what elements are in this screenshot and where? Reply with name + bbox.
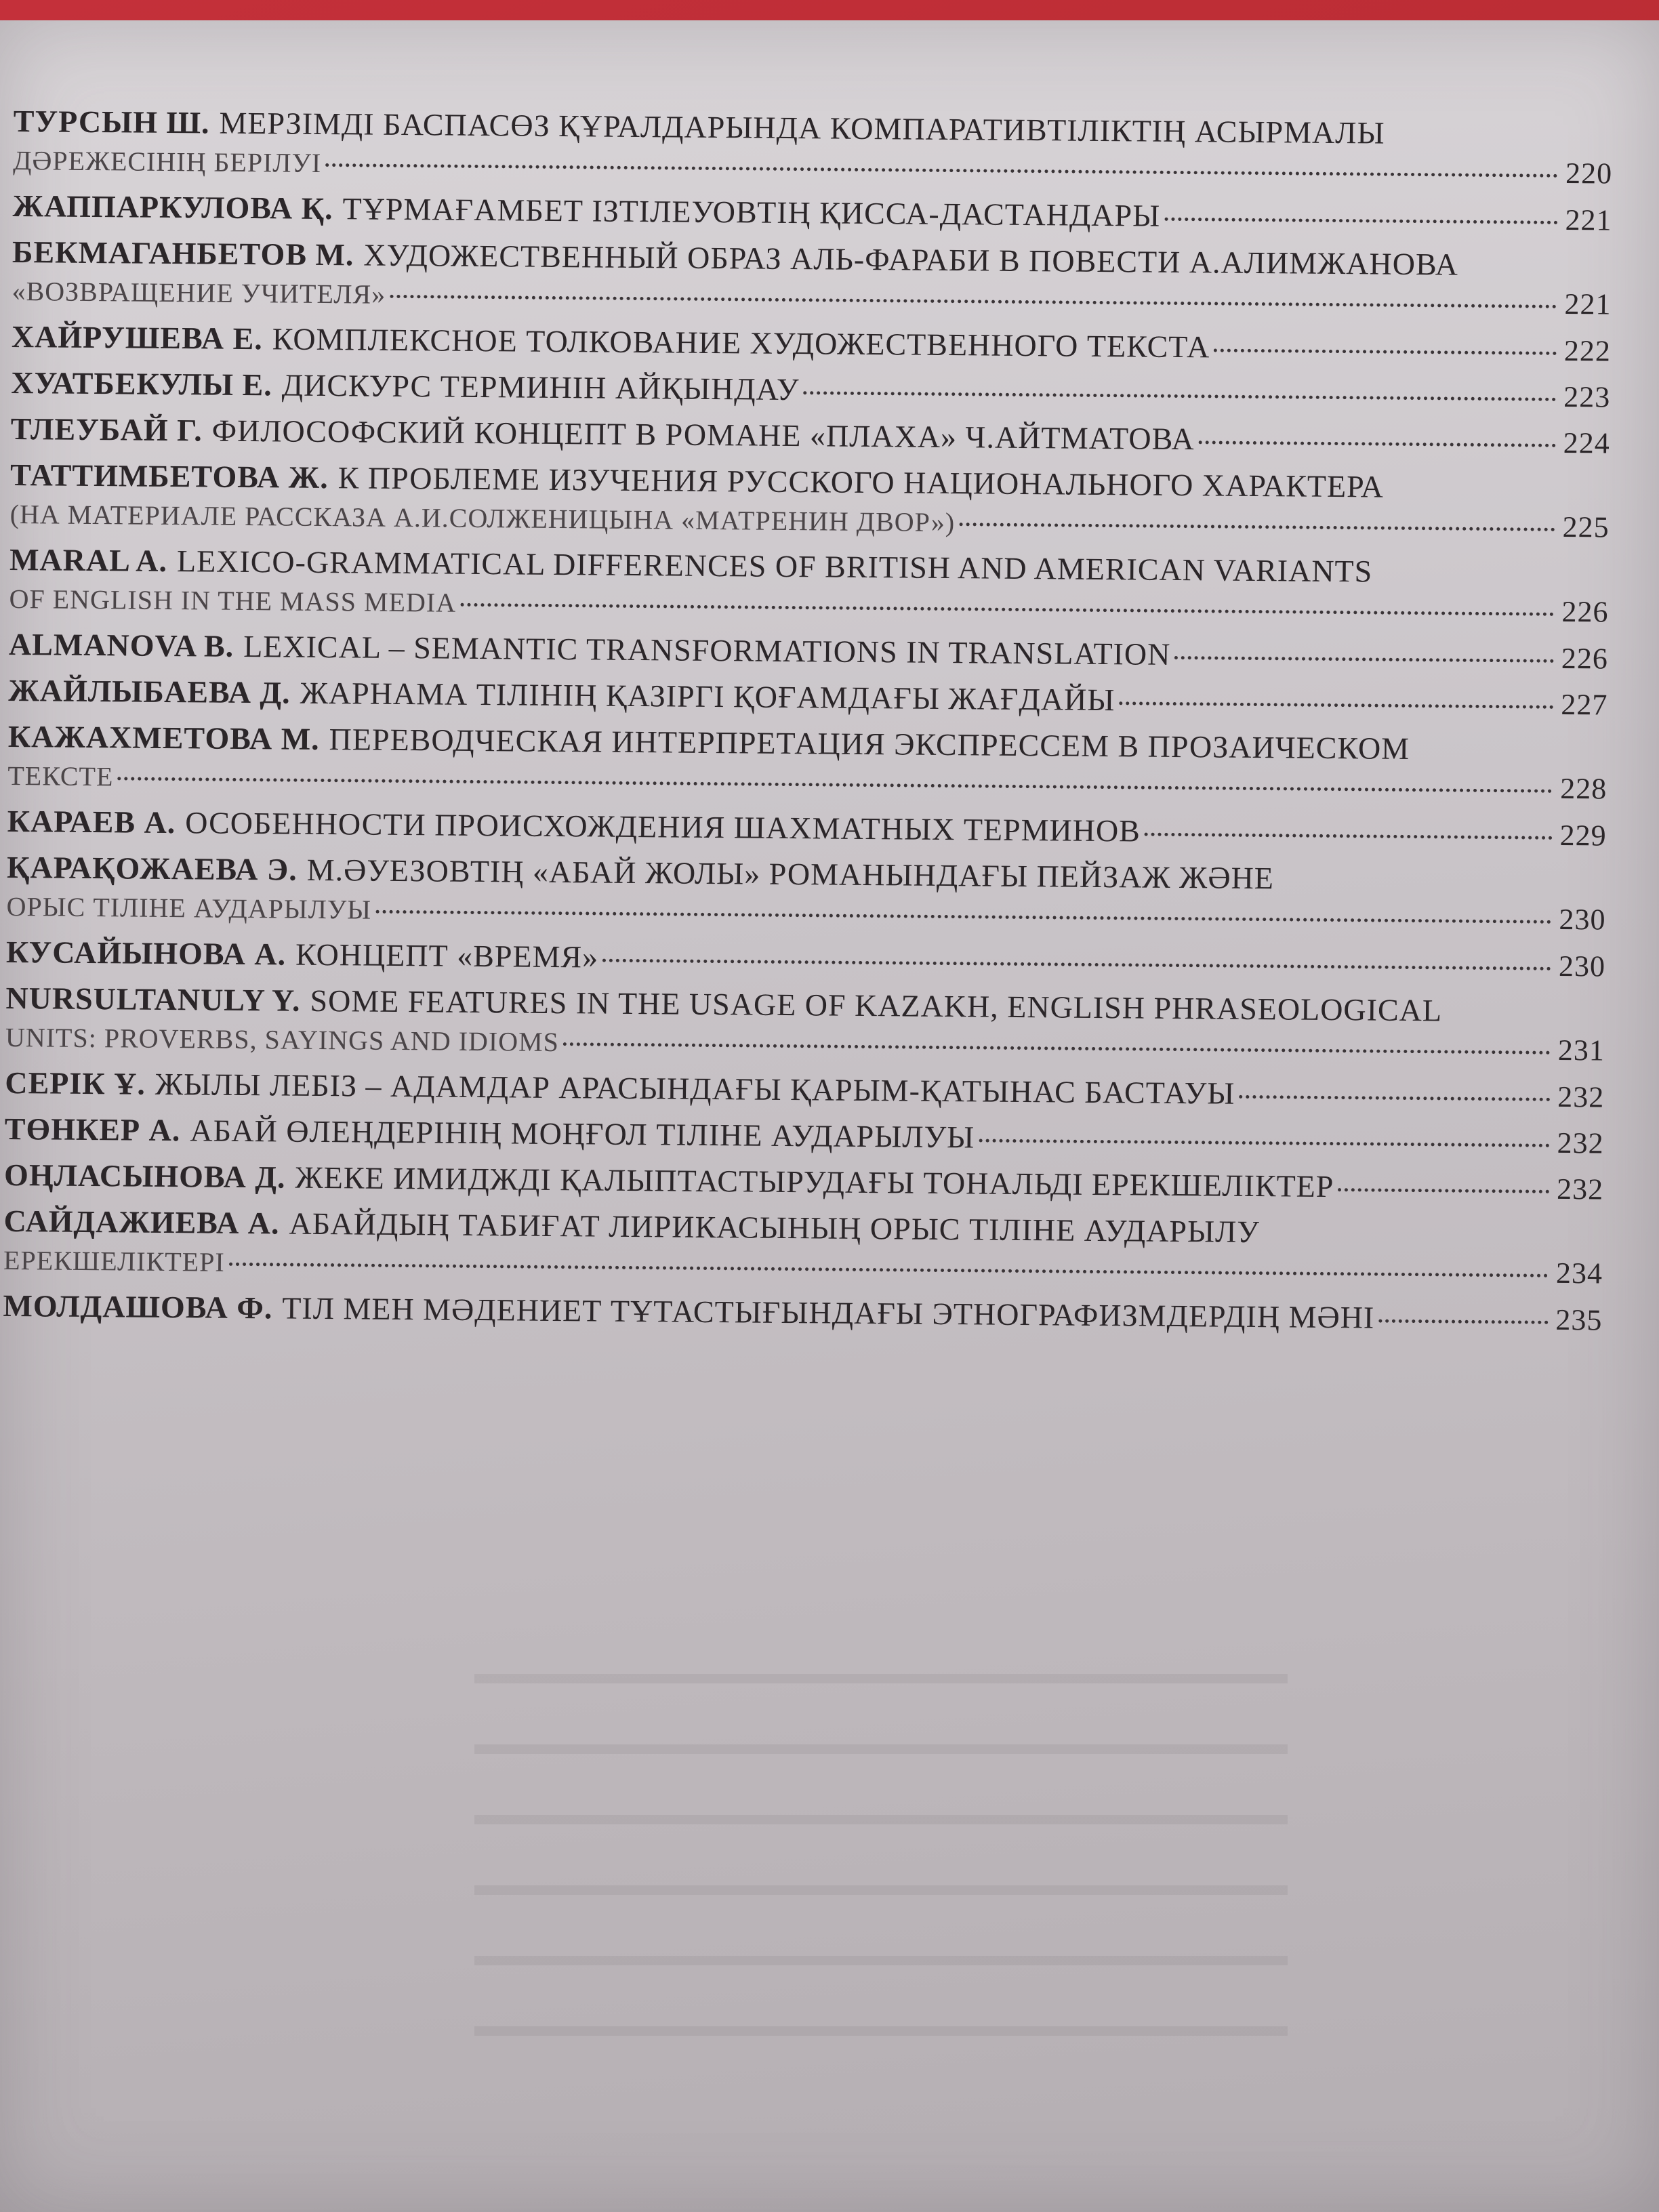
- toc-title: АБАЙ ӨЛЕҢДЕРІНІҢ МОҢҒОЛ ТІЛІНЕ АУДАРЫЛУЫ: [190, 1113, 975, 1155]
- document-page: [0, 20, 1659, 2212]
- toc-author: ALMANOVA B.: [8, 626, 234, 663]
- toc-title: ФИЛОСОФСКИЙ КОНЦЕПТ В РОМАНЕ «ПЛАХА» Ч.АЙТМАТОВА: [211, 413, 1195, 457]
- toc-title: КОНЦЕПТ «ВРЕМЯ»: [295, 937, 599, 975]
- toc-page-number: 232: [1557, 1126, 1604, 1160]
- toc-title-continuation: ДӘРЕЖЕСІНІҢ БЕРІЛУІ: [13, 144, 322, 178]
- toc-page-number: 226: [1561, 641, 1609, 676]
- toc-author: ТАТТИМБЕТОВА Ж.: [9, 457, 329, 495]
- dot-leader: [1338, 1188, 1549, 1193]
- toc-author: КАЖАХМЕТОВА М.: [7, 718, 320, 756]
- dot-leader: [375, 910, 1551, 924]
- toc-entry: [6, 848, 1606, 940]
- toc-page-number: 231: [1557, 1033, 1605, 1067]
- toc-entry: [9, 455, 1610, 548]
- toc-entry: [5, 979, 1605, 1071]
- toc-entry: [5, 1063, 1604, 1117]
- dot-leader: [1174, 656, 1554, 663]
- toc-line: [8, 671, 1607, 724]
- toc-page-number: 232: [1556, 1172, 1604, 1206]
- toc-entry: [12, 317, 1611, 371]
- dot-leader: [1239, 1095, 1550, 1101]
- toc-title: АБАЙДЫҢ ТАБИҒАТ ЛИРИКАСЫНЫҢ ОРЫС ТІЛІНЕ АУДАРЫЛУ: [289, 1206, 1261, 1250]
- toc-line: [5, 1109, 1604, 1163]
- dot-leader: [325, 163, 1558, 178]
- toc-title: ТҰРМАҒАМБЕТ ІЗТІЛЕУОВТІҢ ҚИССА-ДАСТАНДАРЫ: [342, 191, 1161, 233]
- toc-page-number: 221: [1565, 203, 1612, 237]
- toc-page-number: 228: [1560, 771, 1607, 806]
- toc-page-number: 230: [1559, 902, 1606, 937]
- toc-title: ДИСКУРС ТЕРМИНІН АЙҚЫНДАУ: [281, 367, 800, 407]
- toc-line: [3, 1286, 1602, 1340]
- toc-entry: [9, 540, 1609, 632]
- toc-entry: [3, 1286, 1602, 1340]
- toc-page-number: 223: [1563, 380, 1611, 414]
- toc-line: [6, 933, 1605, 986]
- dot-leader: [1214, 348, 1557, 354]
- toc-title: LEXICO-GRAMMATICAL DIFFERENCES OF BRITISH AND AMERICAN VARIANTS: [176, 544, 1373, 589]
- toc-page-number: 220: [1565, 156, 1613, 190]
- toc-page-number: 226: [1561, 594, 1609, 629]
- toc-page-number: 225: [1562, 510, 1610, 544]
- toc-author: NURSULTANULY Y.: [5, 980, 301, 1018]
- toc-entry: [6, 933, 1605, 986]
- table-of-contents: [3, 102, 1613, 1347]
- toc-line: [5, 1063, 1604, 1117]
- toc-title-continuation: OF ENGLISH IN THE MASS MEDIA: [9, 583, 457, 618]
- toc-title: КОМПЛЕКСНОЕ ТОЛКОВАНИЕ ХУДОЖЕСТВЕННОГО ТЕКСТА: [272, 321, 1210, 365]
- toc-page-number: 224: [1563, 426, 1610, 460]
- toc-line: [12, 317, 1611, 371]
- toc-entry: [12, 186, 1612, 240]
- toc-entry: [12, 232, 1612, 325]
- dot-leader: [1378, 1319, 1548, 1324]
- toc-author: ҚАРАҚОЖАЕВА Э.: [6, 849, 298, 887]
- toc-author: ТӨНКЕР А.: [4, 1111, 181, 1148]
- toc-title: М.ӘУЕЗОВТІҢ «АБАЙ ЖОЛЫ» РОМАНЫНДАҒЫ ПЕЙЗАЖ ЖӘНЕ: [306, 852, 1275, 896]
- toc-line: [9, 625, 1608, 678]
- toc-author: ЖАЙЛЫБАЕВА Д.: [8, 672, 291, 710]
- toc-line: [11, 363, 1610, 417]
- dot-leader: [979, 1139, 1549, 1147]
- dot-leader: [460, 603, 1554, 616]
- toc-entry: [3, 1202, 1603, 1294]
- toc-entry: [8, 671, 1607, 724]
- toc-title: ТІЛ МЕН МӘДЕНИЕТ ТҰТАСТЫҒЫНДАҒЫ ЭТНОГРАФИЗМДЕРДІҢ МӘНІ: [282, 1290, 1375, 1335]
- toc-page-number: 222: [1563, 333, 1612, 368]
- toc-page-number: 232: [1557, 1080, 1605, 1114]
- toc-author: ТУРСЫН Ш.: [13, 103, 210, 140]
- dot-leader: [117, 777, 1553, 792]
- dot-leader: [1164, 218, 1557, 224]
- toc-line: [11, 409, 1610, 463]
- toc-title: SOME FEATURES IN THE USAGE OF KAZAKH, ENGLISH PHRASEOLOGICAL: [310, 983, 1443, 1028]
- toc-title-continuation: «ВОЗВРАЩЕНИЕ УЧИТЕЛЯ»: [12, 275, 386, 310]
- dot-leader: [563, 1042, 1551, 1054]
- toc-entry: [7, 717, 1607, 809]
- toc-author: СЕРІК Ұ.: [5, 1065, 146, 1101]
- toc-title-continuation: UNITS: PROVERBS, SAYINGS AND IDIOMS: [5, 1021, 560, 1058]
- toc-page-number: 234: [1555, 1256, 1603, 1290]
- toc-entry: [5, 1109, 1604, 1163]
- dot-leader: [959, 523, 1555, 531]
- dot-leader: [1199, 441, 1556, 447]
- dot-leader: [390, 295, 1557, 308]
- toc-author: МОЛДАШОВА Ф.: [3, 1288, 273, 1326]
- toc-page-number: 221: [1564, 287, 1612, 321]
- toc-title: ЖЫЛЫ ЛЕБІЗ – АДАМДАР АРАСЫНДАҒЫ ҚАРЫМ-ҚАТЫНАС БАСТАУЫ: [155, 1066, 1235, 1111]
- toc-title: К ПРОБЛЕМЕ ИЗУЧЕНИЯ РУССКОГО НАЦИОНАЛЬНОГО ХАРАКТЕРА: [337, 460, 1385, 504]
- toc-title: ЖЕКЕ ИМИДЖДІ ҚАЛЫПТАСТЫРУДАҒЫ ТОНАЛЬДІ ЕРЕКШЕЛІКТЕР: [295, 1160, 1334, 1204]
- toc-entry: [9, 625, 1608, 678]
- toc-title: LEXICAL – SEMANTIC TRANSFORMATIONS IN TRANSLATION: [243, 628, 1171, 672]
- toc-author: КУСАЙЫНОВА А.: [5, 934, 287, 972]
- toc-page-number: 227: [1561, 687, 1608, 722]
- toc-page-number: 235: [1555, 1303, 1603, 1337]
- toc-author: КАРАЕВ А.: [7, 803, 176, 840]
- toc-author: ТЛЕУБАЙ Г.: [10, 411, 203, 448]
- dot-leader: [803, 391, 1556, 401]
- toc-author: САЙДАЖИЕВА А.: [3, 1203, 280, 1241]
- bleed-through-text: [474, 1613, 1288, 2087]
- toc-entry: [4, 1155, 1603, 1209]
- toc-entry: [11, 363, 1610, 417]
- dot-leader: [1145, 833, 1553, 840]
- toc-line: [4, 1155, 1603, 1209]
- toc-title-continuation: (НА МАТЕРИАЛЕ РАССКАЗА А.И.СОЛЖЕНИЦЫНА «МАТРЕНИН ДВОР»): [9, 498, 956, 538]
- toc-entry: [11, 409, 1610, 463]
- dot-leader: [602, 959, 1551, 970]
- toc-page-number: 229: [1559, 818, 1607, 853]
- toc-title: ОСОБЕННОСТИ ПРОИСХОЖДЕНИЯ ШАХМАТНЫХ ТЕРМИНОВ: [185, 805, 1141, 848]
- toc-line: [7, 802, 1606, 855]
- toc-title: МЕРЗІМДІ БАСПАСӨЗ ҚҰРАЛДАРЫНДА КОМПАРАТИВТІЛІКТІҢ АСЫРМАЛЫ: [219, 105, 1385, 150]
- toc-title-continuation: ЕРЕКШЕЛІКТЕРІ: [3, 1244, 225, 1277]
- toc-title: ХУДОЖЕСТВЕННЫЙ ОБРАЗ АЛЬ-ФАРАБИ В ПОВЕСТИ А.АЛИМЖАНОВА: [363, 237, 1459, 282]
- toc-title: ПЕРЕВОДЧЕСКАЯ ИНТЕРПРЕТАЦИЯ ЭКСПРЕССЕМ В ПРОЗАИЧЕСКОМ: [329, 722, 1410, 766]
- toc-line: [12, 186, 1612, 240]
- toc-author: БЕКМАГАНБЕТОВ М.: [12, 234, 354, 272]
- toc-entry: [7, 802, 1606, 855]
- toc-entry: [13, 102, 1613, 194]
- toc-page-number: 230: [1558, 949, 1606, 983]
- toc-author: ХУАТБЕКУЛЫ Е.: [11, 365, 272, 403]
- toc-title: ЖАРНАМА ТІЛІНІҢ ҚАЗІРГІ ҚОҒАМДАҒЫ ЖАҒДАЙЫ: [300, 675, 1115, 718]
- toc-author: ОҢЛАСЫНОВА Д.: [3, 1157, 286, 1195]
- toc-title-continuation: ОРЫС ТІЛІНЕ АУДАРЫЛУЫ: [6, 890, 372, 925]
- toc-title-continuation: ТЕКСТЕ: [7, 760, 114, 792]
- toc-author: MARAL A.: [9, 541, 168, 579]
- dot-leader: [229, 1263, 1549, 1277]
- toc-author: ХАЙРУШЕВА Е.: [11, 319, 264, 356]
- toc-author: ЖАППАРКУЛОВА Қ.: [12, 188, 333, 226]
- dot-leader: [1119, 701, 1553, 709]
